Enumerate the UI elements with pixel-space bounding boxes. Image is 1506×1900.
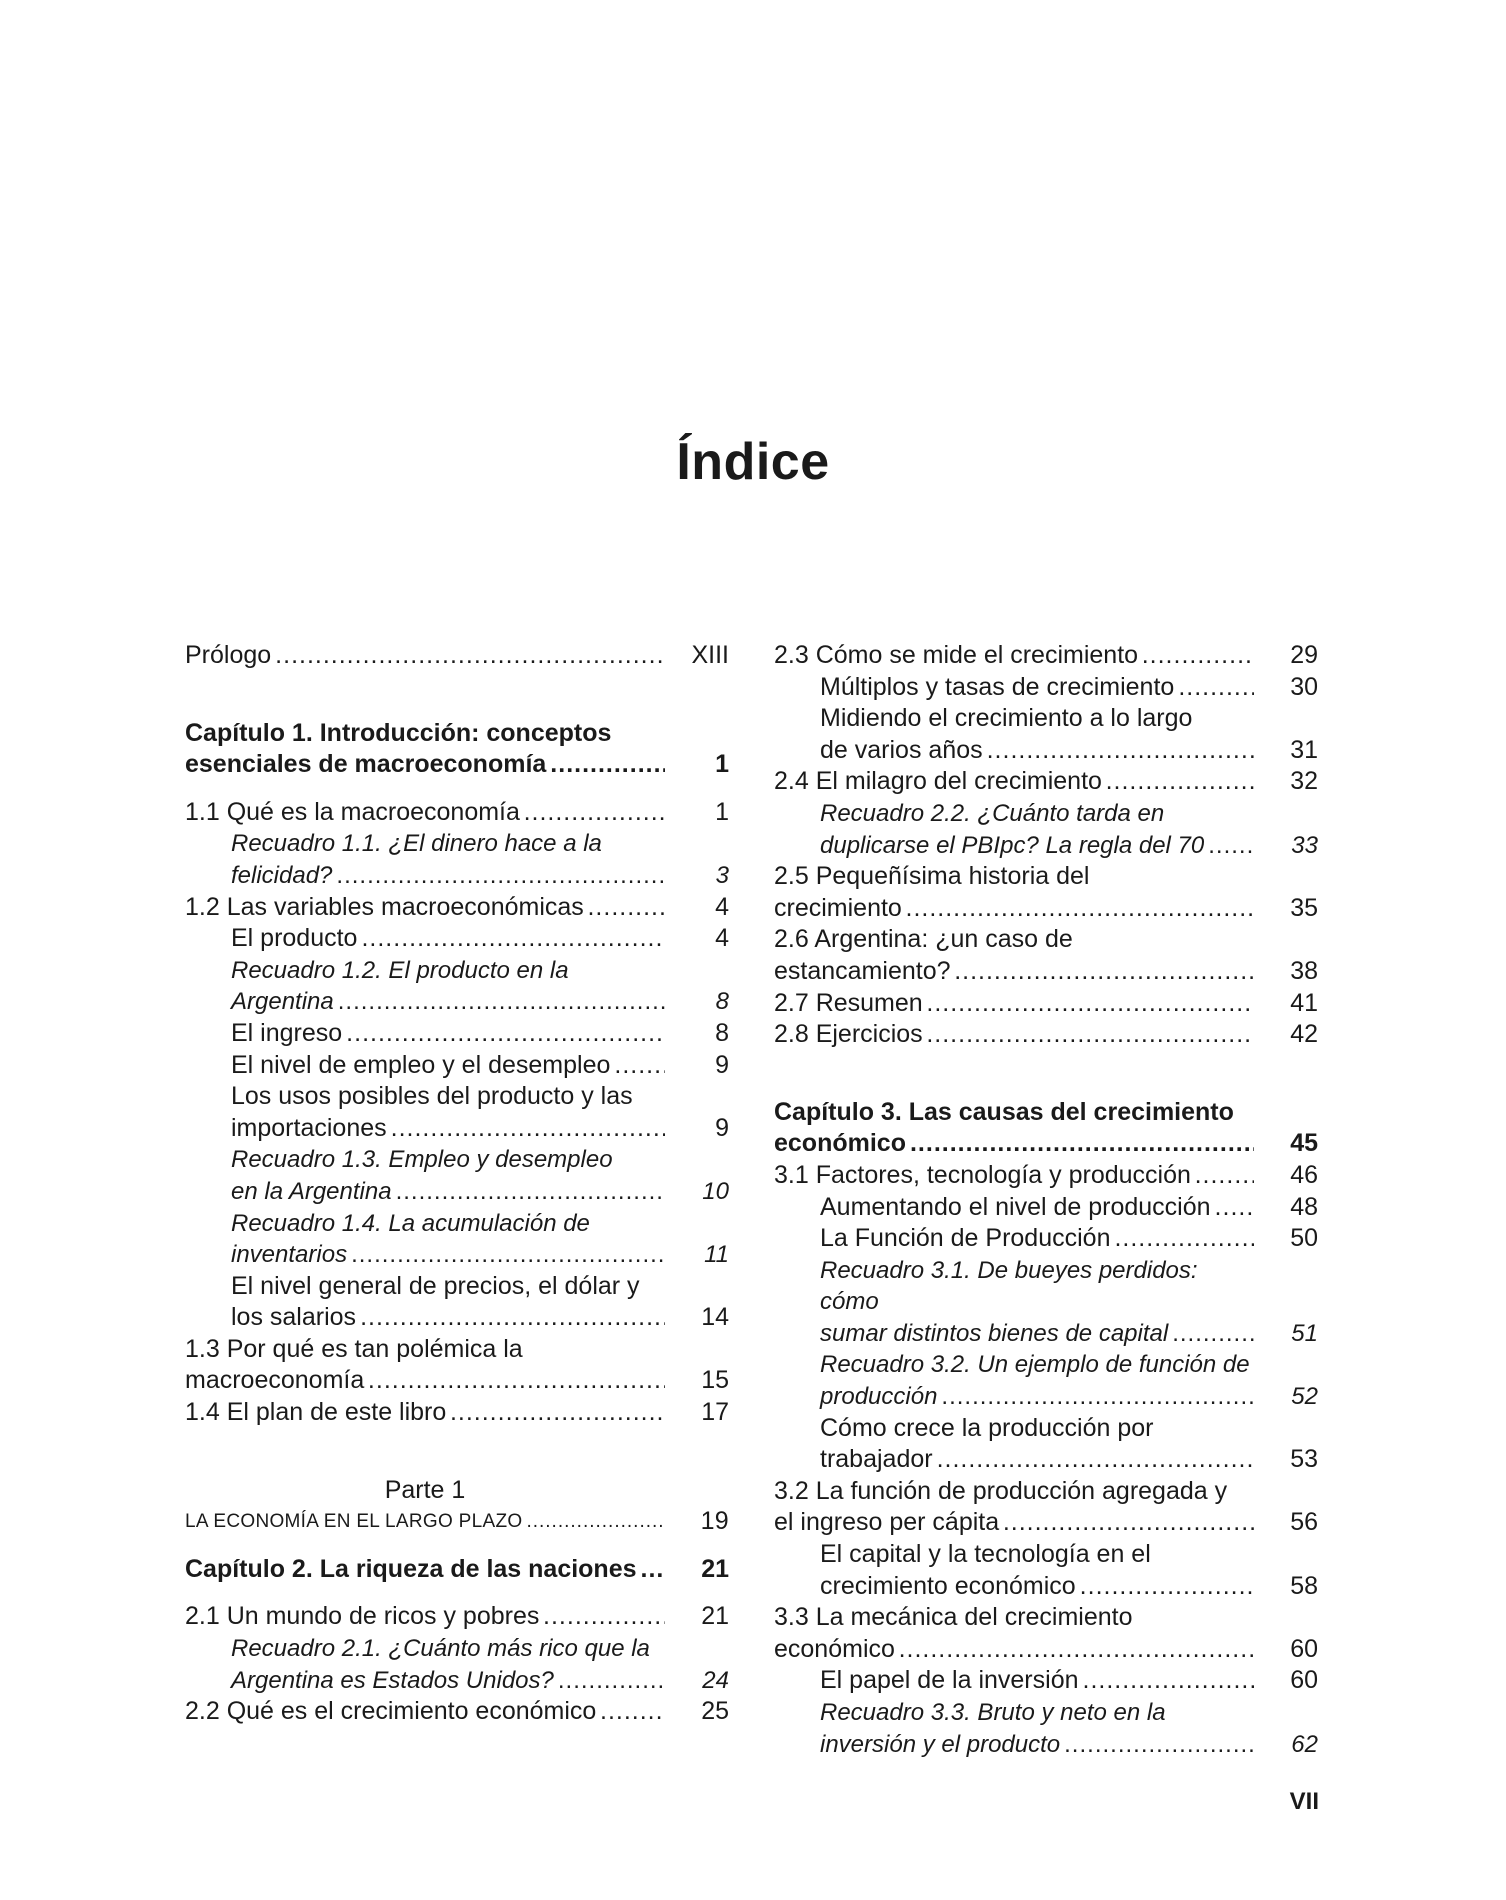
toc-entry-text: El capital y la tecnología en el	[820, 1540, 1151, 1569]
toc-recuadro-3-2	[774, 1349, 1318, 1412]
leader-dots	[275, 640, 665, 672]
leader-dots	[1142, 640, 1254, 672]
toc-subsection-precios	[185, 1271, 729, 1334]
spacer	[774, 1051, 1318, 1097]
toc-chapter-2	[185, 1554, 729, 1586]
toc-subsection-aumentando	[774, 1192, 1318, 1224]
toc-section-2-4	[774, 766, 1318, 798]
toc-page-number: 35	[1290, 893, 1318, 922]
toc-section-2-8	[774, 1019, 1318, 1051]
toc-page-number: 60	[1290, 1666, 1318, 1695]
leader-dots	[526, 1506, 665, 1538]
toc-page-number: 29	[1290, 641, 1318, 669]
toc-entry-text: 1.4 El plan de este libro	[185, 1398, 447, 1427]
toc-page-number: 32	[1290, 767, 1318, 796]
toc-section-3-2	[774, 1476, 1318, 1539]
toc-entry-prologo	[185, 640, 729, 672]
toc-subsection-producto	[185, 923, 729, 955]
toc-page-number: 31	[1290, 735, 1318, 764]
toc-entry-text: 2.4 El milagro del crecimiento	[774, 767, 1102, 796]
toc-entry-text: Argentina	[231, 988, 334, 1016]
toc-entry-text: Prólogo	[185, 641, 272, 669]
leader-dots	[1106, 766, 1254, 798]
leader-dots	[906, 893, 1254, 925]
leader-dots	[338, 986, 665, 1018]
toc-entry-text: 2.1 Un mundo de ricos y pobres	[185, 1602, 540, 1631]
toc-page-number: 30	[1290, 672, 1318, 701]
toc-section-2-5	[774, 861, 1318, 924]
toc-page-number: 52	[1291, 1383, 1318, 1411]
toc-entry-text: El ingreso	[231, 1018, 343, 1047]
toc-section-3-1	[774, 1160, 1318, 1192]
toc-entry-text: inventarios	[231, 1241, 348, 1269]
toc-page-number: 58	[1290, 1571, 1318, 1600]
toc-entry-text: Recuadro 3.2. Un ejemplo de función de	[820, 1351, 1250, 1379]
toc-page-number: 4	[715, 892, 729, 921]
toc-entry-text: 1.1 Qué es la macroeconomía	[185, 797, 520, 826]
toc-recuadro-3-1	[774, 1255, 1318, 1350]
toc-section-1-3	[185, 1334, 729, 1397]
leader-dots	[1064, 1729, 1254, 1761]
toc-page-number: XIII	[691, 641, 729, 669]
toc-entry-text: los salarios	[231, 1303, 357, 1332]
toc-page-number: 10	[702, 1177, 729, 1205]
leader-dots	[1195, 1160, 1254, 1192]
toc-page-number: 17	[701, 1398, 729, 1427]
toc-entry-text: de varios años	[820, 735, 983, 764]
toc-entry-text: Múltiplos y tasas de crecimiento	[820, 672, 1175, 701]
leader-dots	[396, 1176, 665, 1208]
toc-entry-text: inversión y el producto	[820, 1730, 1061, 1758]
toc-subsection-inversion	[774, 1665, 1318, 1697]
toc-entry-text: crecimiento económico	[820, 1571, 1076, 1600]
toc-column-left	[185, 640, 729, 1728]
toc-entry-text: 2.5 Pequeñísima historia del	[774, 862, 1090, 891]
toc-entry-text: Recuadro 2.2. ¿Cuánto tarda en	[820, 799, 1165, 827]
toc-section-1-4	[185, 1397, 729, 1429]
spacer	[185, 781, 729, 797]
toc-part-1	[185, 1506, 729, 1538]
toc-recuadro-1-1	[185, 828, 729, 891]
toc-entry-text: Aumentando el nivel de producción	[820, 1192, 1211, 1221]
leader-dots	[1080, 1571, 1254, 1603]
toc-page-number: 41	[1290, 988, 1318, 1017]
leader-dots	[450, 1397, 665, 1429]
toc-subsection-multiplos	[774, 672, 1318, 704]
spacer	[185, 672, 729, 718]
toc-entry-text: Recuadro 1.4. La acumulación de	[231, 1209, 590, 1237]
toc-page-number: 9	[715, 1050, 729, 1079]
toc-entry-text: Cómo crece la producción por	[820, 1413, 1154, 1442]
toc-entry-text: Los usos posibles del producto y las	[231, 1082, 633, 1111]
toc-column-right	[774, 640, 1318, 1760]
toc-section-2-7	[774, 988, 1318, 1020]
toc-entry-text: 2.7 Resumen	[774, 988, 923, 1017]
toc-entry-text: estancamiento?	[774, 956, 951, 985]
toc-page-number: 42	[1290, 1020, 1318, 1049]
toc-entry-text: Recuadro 3.3. Bruto y neto en la	[820, 1699, 1166, 1726]
leader-dots	[600, 1696, 665, 1728]
leader-dots	[899, 1634, 1254, 1666]
toc-section-2-3	[774, 640, 1318, 672]
toc-entry-text: Recuadro 2.1. ¿Cuánto más rico que la	[231, 1635, 650, 1663]
toc-page-number: 1	[715, 797, 729, 826]
toc-section-2-2	[185, 1696, 729, 1728]
leader-dots	[360, 1302, 665, 1334]
leader-dots	[987, 735, 1254, 767]
toc-page-number: 62	[1291, 1730, 1318, 1758]
toc-entry-text: Capítulo 1. Introducción: conceptos	[185, 718, 612, 747]
toc-section-3-3	[774, 1602, 1318, 1665]
toc-entry-text: trabajador	[820, 1445, 933, 1474]
leader-dots	[1178, 672, 1254, 704]
toc-page-number: 48	[1290, 1192, 1318, 1221]
toc-page-number: 50	[1290, 1224, 1318, 1253]
toc-page-number: 33	[1291, 831, 1318, 859]
leader-dots	[558, 1665, 665, 1697]
toc-page-number: 8	[715, 1018, 729, 1047]
toc-subsection-usos	[185, 1081, 729, 1144]
toc-entry-text: El nivel de empleo y el desempleo	[231, 1050, 611, 1079]
toc-page-number: 21	[701, 1602, 729, 1631]
page-title: Índice	[676, 433, 830, 491]
toc-page-number: 60	[1290, 1634, 1318, 1663]
toc-subsection-funcion	[774, 1223, 1318, 1255]
leader-dots	[927, 1019, 1254, 1051]
toc-page-number: 53	[1290, 1445, 1318, 1474]
leader-dots	[941, 1381, 1254, 1413]
leader-dots	[524, 797, 665, 829]
toc-entry-text: El papel de la inversión	[820, 1666, 1079, 1695]
toc-recuadro-1-2	[185, 955, 729, 1018]
toc-entry-text: el ingreso per cápita	[774, 1508, 1000, 1537]
toc-entry-text: en la Argentina	[231, 1177, 392, 1205]
leader-dots	[1003, 1507, 1254, 1539]
toc-page-number: 56	[1290, 1508, 1318, 1537]
leader-dots	[641, 1554, 665, 1586]
toc-entry-text: Capítulo 2. La riqueza de las naciones	[185, 1554, 637, 1583]
toc-page-number: 46	[1290, 1160, 1318, 1189]
toc-page-number: 45	[1290, 1129, 1318, 1158]
spacer	[185, 1585, 729, 1601]
toc-page-number: 8	[715, 988, 729, 1016]
leader-dots	[955, 956, 1254, 988]
toc-entry-text: Capítulo 3. Las causas del crecimiento	[774, 1097, 1234, 1126]
leader-dots	[1114, 1223, 1254, 1255]
toc-entry-text: LA ECONOMÍA EN EL LARGO PLAZO	[185, 1511, 523, 1533]
toc-subsection-capital-tecnologia	[774, 1539, 1318, 1602]
toc-entry-text: Argentina es Estados Unidos?	[231, 1666, 554, 1694]
toc-page-number: 19	[700, 1507, 729, 1536]
spacer	[185, 1538, 729, 1554]
toc-entry-text: 3.2 La función de producción agregada y	[774, 1476, 1228, 1505]
leader-dots	[910, 1128, 1254, 1160]
toc-page-number: 51	[1291, 1319, 1318, 1347]
toc-entry-text: Recuadro 3.1. De bueyes perdidos: cómo	[820, 1256, 1198, 1316]
leader-dots	[543, 1601, 665, 1633]
leader-dots	[614, 1050, 665, 1082]
leader-dots	[1083, 1665, 1255, 1697]
toc-section-2-6	[774, 924, 1318, 987]
toc-chapter-1	[185, 718, 729, 781]
leader-dots	[1208, 830, 1254, 862]
toc-page-number: 1	[715, 750, 729, 779]
toc-entry-text: 2.2 Qué es el crecimiento económico	[185, 1697, 597, 1726]
toc-entry-text: económico	[774, 1129, 906, 1158]
toc-entry-text: económico	[774, 1634, 895, 1663]
toc-entry-text: Midiendo el crecimiento a lo largo	[820, 704, 1193, 733]
toc-entry-text: importaciones	[231, 1113, 387, 1142]
leader-dots	[1215, 1192, 1254, 1224]
toc-entry-text: El producto	[231, 924, 358, 953]
toc-entry-text: sumar distintos bienes de capital	[820, 1319, 1169, 1347]
leader-dots	[361, 923, 665, 955]
toc-entry-text: felicidad?	[231, 861, 333, 889]
leader-dots	[391, 1113, 665, 1145]
toc-recuadro-2-2	[774, 798, 1318, 861]
toc-page-number: 3	[715, 861, 729, 889]
leader-dots	[336, 860, 665, 892]
leader-dots	[351, 1239, 665, 1271]
leader-dots	[937, 1444, 1254, 1476]
toc-section-2-1	[185, 1601, 729, 1633]
leader-dots	[1172, 1318, 1254, 1350]
toc-page-number: 38	[1290, 956, 1318, 985]
toc-recuadro-2-1	[185, 1633, 729, 1696]
toc-page-number: 11	[704, 1241, 729, 1269]
toc-entry-text: 3.1 Factores, tecnología y producción	[774, 1160, 1191, 1189]
toc-section-1-2	[185, 892, 729, 924]
toc-chapter-3	[774, 1097, 1318, 1160]
toc-entry-text: Recuadro 1.2. El producto en la	[231, 956, 569, 984]
leader-dots	[588, 892, 665, 924]
toc-page-number: 25	[701, 1697, 729, 1726]
toc-entry-text: 3.3 La mecánica del crecimiento	[774, 1603, 1133, 1632]
toc-entry-text: Recuadro 1.3. Empleo y desempleo	[231, 1146, 613, 1174]
toc-entry-text: 2.8 Ejercicios	[774, 1020, 923, 1049]
toc-page-number: 15	[701, 1366, 729, 1395]
toc-entry-text: Recuadro 1.1. ¿El dinero hace a la	[231, 830, 602, 858]
toc-subsection-midiendo	[774, 703, 1318, 766]
toc-entry-text: duplicarse el PBIpc? La regla del 70	[820, 831, 1205, 859]
toc-page-number: 4	[715, 924, 729, 953]
toc-page-number: 9	[715, 1113, 729, 1142]
toc-recuadro-1-4	[185, 1208, 729, 1271]
leader-dots	[550, 749, 665, 781]
page-number: VII	[1289, 1788, 1319, 1815]
toc-recuadro-1-3	[185, 1144, 729, 1207]
toc-entry-text: esenciales de macroeconomía	[185, 750, 547, 779]
toc-entry-text: 1.2 Las variables macroeconómicas	[185, 892, 584, 921]
toc-entry-text: macroeconomía	[185, 1366, 365, 1395]
part-label: Parte 1	[384, 1475, 466, 1504]
toc-recuadro-3-3	[774, 1697, 1318, 1760]
toc-entry-text: 2.6 Argentina: ¿un caso de	[774, 925, 1073, 954]
toc-page-number: 14	[701, 1303, 729, 1332]
toc-subsection-ingreso	[185, 1018, 729, 1050]
toc-section-1-1	[185, 797, 729, 829]
toc-entry-text: producción	[820, 1383, 938, 1411]
leader-dots	[368, 1365, 665, 1397]
spacer	[185, 1429, 729, 1475]
toc-entry-text: El nivel general de precios, el dólar y	[231, 1271, 640, 1300]
toc-entry-text: 2.3 Cómo se mide el crecimiento	[774, 641, 1139, 669]
toc-subsection-como-crece	[774, 1413, 1318, 1476]
toc-entry-text: 1.3 Por qué es tan polémica la	[185, 1334, 523, 1363]
leader-dots	[927, 988, 1254, 1020]
toc-page-number: 24	[702, 1666, 729, 1694]
toc-page-number: 21	[701, 1554, 729, 1583]
toc-subsection-empleo	[185, 1050, 729, 1082]
leader-dots	[346, 1018, 665, 1050]
toc-entry-text: La Función de Producción	[820, 1224, 1111, 1253]
toc-entry-text: crecimiento	[774, 893, 902, 922]
